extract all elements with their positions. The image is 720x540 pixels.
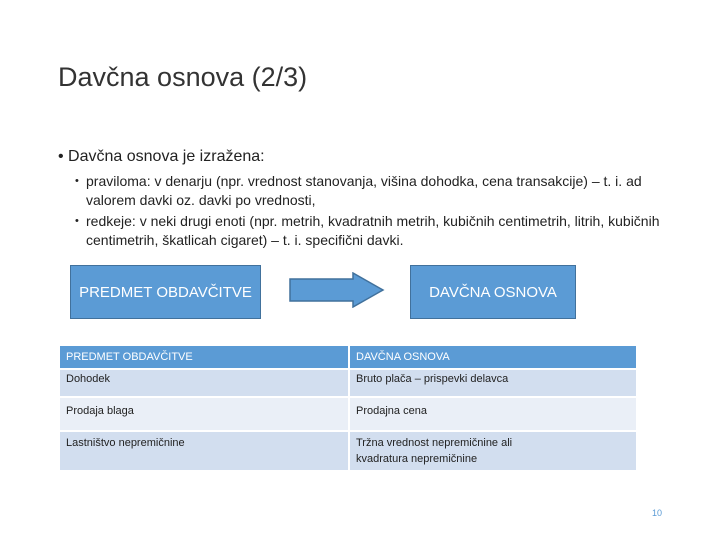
table-cell: Prodajna cena (350, 398, 638, 430)
sub-bullet: • praviloma: v denarju (npr. vrednost stanovanja, višina dohodka, cena transakcije) – t. i. ad valorem davki oz. davki po vrednosti, (75, 173, 642, 208)
page-number: 10 (652, 508, 663, 518)
osnova-box: DAVČNA OSNOVA (410, 265, 576, 319)
table-row (60, 432, 638, 470)
tax-table (60, 344, 638, 472)
table-header: DAVČNA OSNOVA (350, 346, 638, 368)
table-cell: Bruto plača – prispevki delavca (350, 370, 638, 396)
table-cell: Tržna vrednost nepremičnine ali kvadratura nepremičnine (350, 432, 638, 470)
table-row (60, 398, 638, 430)
sub-bullet-text: redkeje: v neki drugi enoti (npr. metrih, kvadratnih metrih, kubičnih centimetrih, litrih, kubičnih centimetrih, škatlicah cigaret) – t. i. specifični davki. (86, 213, 660, 248)
bullet-main: • Davčna osnova je izražena: (58, 148, 265, 165)
slide-title: Davčna osnova (2/3) (58, 62, 308, 92)
sub-bullet-text: praviloma: v denarju (npr. vrednost stanovanja, višina dohodka, cena transakcije) – t. i. ad valorem davki oz. davki po vrednosti, (86, 173, 642, 208)
table-cell: Prodaja blaga (60, 398, 350, 430)
predmet-box: PREDMET OBDAVČITVE (70, 265, 261, 319)
table-row (60, 370, 638, 396)
table-cell: Lastništvo nepremičnine (60, 432, 350, 470)
table-header: PREDMET OBDAVČITVE (60, 346, 350, 368)
sub-bullet: • redkeje: v neki drugi enoti (npr. metrih, kvadratnih metrih, kubičnih centimetrih, litrih, kubičnih centimetrih, škatlicah cigaret) – t. i. specifični davki. (75, 213, 660, 248)
table-cell: Dohodek (60, 370, 350, 396)
arrow-right-icon (289, 272, 385, 308)
bullet-text: Davčna osnova je izražena: (68, 148, 265, 165)
